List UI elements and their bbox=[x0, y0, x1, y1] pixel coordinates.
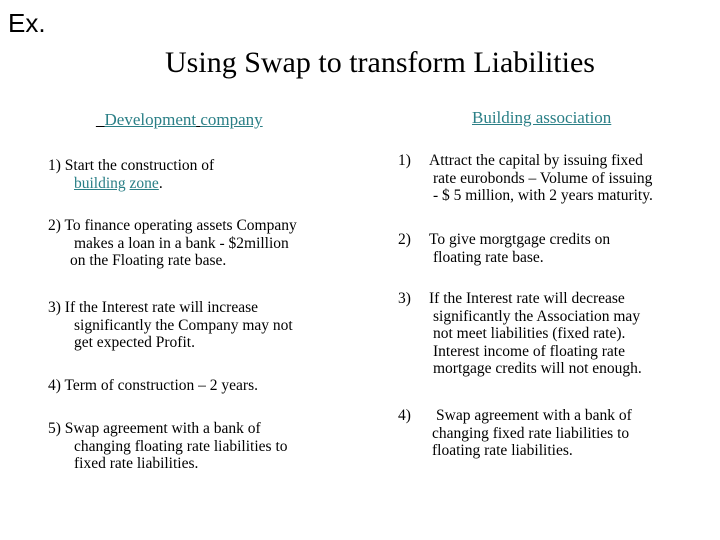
right-item-1 bbox=[398, 152, 710, 212]
left-heading bbox=[96, 110, 263, 130]
left-item-2-line-2: makes a loan in a bank - $2million bbox=[74, 234, 289, 252]
left-heading-word1: Development bbox=[104, 110, 197, 129]
left-item-5 bbox=[48, 420, 368, 473]
left-item-1-line-2 bbox=[48, 175, 368, 193]
right-item-1-line-1: Attract the capital by issuing fixed bbox=[429, 152, 643, 169]
left-item-5-line-3: fixed rate liabilities. bbox=[74, 455, 199, 472]
right-item-3-number: 3) bbox=[398, 290, 411, 307]
left-item-4-line-1: 4) Term of construction – 2 years. bbox=[48, 377, 258, 394]
corner-label: Ex. bbox=[8, 8, 46, 38]
right-item-3-line-1: If the Interest rate will decrease bbox=[429, 290, 625, 307]
left-item-3 bbox=[48, 299, 368, 352]
right-item-4-line-1: Swap agreement with a bank of bbox=[436, 407, 632, 424]
right-heading: Building association bbox=[472, 108, 612, 127]
left-item-1-end: . bbox=[158, 174, 163, 192]
right-item-3-line-5: mortgage credits will not enough. bbox=[433, 360, 642, 377]
right-item-1-line-3: - $ 5 million, with 2 years maturity. bbox=[433, 187, 653, 204]
right-item-3-line-2: significantly the Association may bbox=[433, 307, 641, 325]
left-item-1 bbox=[48, 157, 368, 192]
right-item-4-line-2: changing fixed rate liabilities to bbox=[432, 424, 630, 442]
left-item-3-line-1: 3) If the Interest rate will increase bbox=[48, 299, 259, 316]
left-heading-word2: company bbox=[200, 110, 263, 129]
right-item-1-number: 1) bbox=[398, 152, 411, 169]
slide-title: Using Swap to transform Liabilities bbox=[165, 46, 595, 79]
right-item-2-number: 2) bbox=[398, 231, 411, 248]
right-item-3-line-4: Interest income of floating rate bbox=[433, 342, 625, 360]
left-item-3-line-2: significantly the Company may not bbox=[74, 316, 293, 334]
zone-link[interactable]: zone bbox=[129, 174, 159, 192]
right-item-4-number: 4) bbox=[398, 407, 411, 424]
right-item-2-line-2: floating rate base. bbox=[433, 248, 544, 266]
left-item-3-line-3: get expected Profit. bbox=[74, 334, 195, 351]
left-item-1-line-1: 1) Start the construction of bbox=[48, 157, 215, 174]
building-link[interactable]: building bbox=[74, 174, 126, 192]
left-heading-prefix: _ bbox=[96, 110, 105, 129]
left-item-2-line-3: on the Floating rate base. bbox=[70, 252, 227, 269]
left-item-5-line-1: 5) Swap agreement with a bank of bbox=[48, 420, 261, 437]
right-item-4 bbox=[398, 407, 710, 467]
left-item-2-line-1: 2) To finance operating assets Company bbox=[48, 217, 297, 234]
left-item-5-line-2: changing floating rate liabilities to bbox=[74, 437, 288, 455]
right-item-4-line-3: floating rate liabilities. bbox=[432, 442, 573, 459]
right-item-1-line-2: rate eurobonds – Volume of issuing bbox=[433, 169, 653, 187]
right-item-3 bbox=[398, 290, 710, 385]
right-item-3-line-3: not meet liabilities (fixed rate). bbox=[433, 325, 626, 342]
right-item-2-line-1: To give morgtgage credits on bbox=[429, 231, 611, 248]
left-item-4 bbox=[48, 377, 368, 395]
left-item-2 bbox=[48, 217, 368, 270]
right-item-2 bbox=[398, 231, 710, 271]
